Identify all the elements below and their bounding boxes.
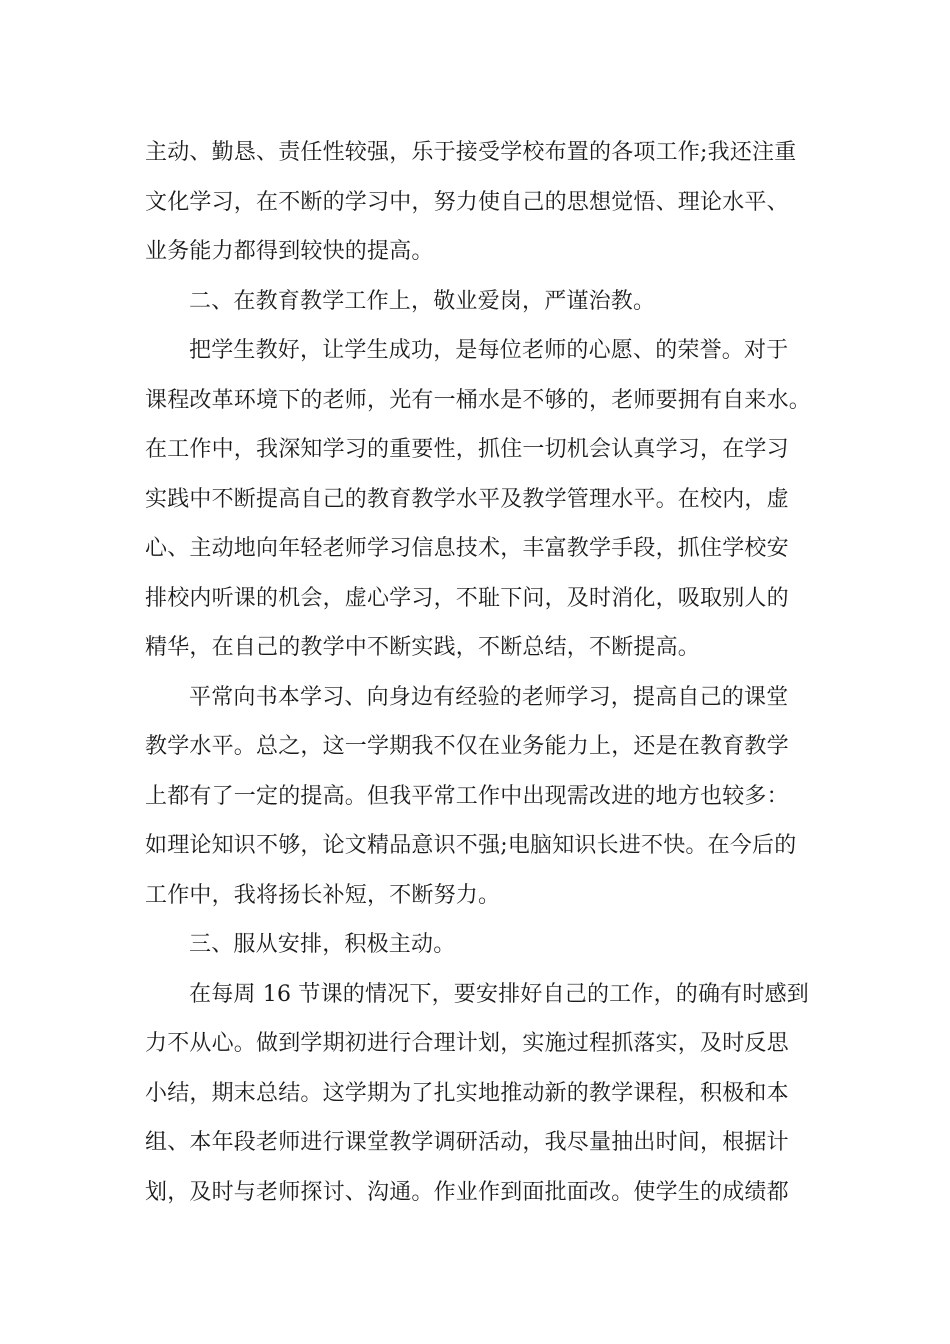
text-line: 课程改革环境下的老师，光有一桶水是不够的，老师要拥有自来水。 <box>145 387 812 413</box>
text-line: 实践中不断提高自己的教育教学水平及教学管理水平。在校内，虚 <box>145 486 789 512</box>
text-line: 主动、勤恳、责任性较强，乐于接受学校布置的各项工作;我还注重 <box>145 140 797 165</box>
text-line: 教学水平。总之，这一学期我不仅在业务能力上，还是在教育教学 <box>145 734 789 759</box>
document-body <box>145 128 810 1217</box>
section-heading: 三、服从安排，积极主动。 <box>189 932 456 957</box>
text-line: 排校内听课的机会，虚心学习，不耻下问，及时消化，吸取别人的 <box>145 585 789 611</box>
text-line: 如理论知识不够，论文精品意识不强;电脑知识长进不快。在今后的 <box>145 833 797 858</box>
text-line: 划，及时与老师探讨、沟通。作业作到面批面改。使学生的成绩都 <box>145 1179 789 1205</box>
text-line: 小结，期末总结。这学期为了扎实地推动新的教学课程，积极和本 <box>145 1080 789 1106</box>
text-line: 心、主动地向年轻老师学习信息技术，丰富教学手段，抓住学校安 <box>145 536 789 561</box>
text-line: 精华，在自己的教学中不断实践，不断总结，不断提高。 <box>145 635 701 660</box>
text-line: 文化学习，在不断的学习中，努力使自己的思想觉悟、理论水平、 <box>145 189 789 215</box>
text-line: 工作中，我将扬长补短，不断努力。 <box>145 882 501 908</box>
text-line: 在工作中，我深知学习的重要性，抓住一切机会认真学习，在学习 <box>145 437 789 462</box>
text-line: 力不从心。做到学期初进行合理计划，实施过程抓落实，及时反思 <box>145 1031 789 1056</box>
text-line: 在每周 16 节课的情况下，要安排好自己的工作，的确有时感到 <box>189 981 809 1007</box>
text-line: 业务能力都得到较快的提高。 <box>145 239 434 264</box>
text-line: 平常向书本学习、向身边有经验的老师学习，提高自己的课堂 <box>189 684 789 710</box>
section-heading: 二、在教育教学工作上，敬业爱岗，严谨治教。 <box>189 288 656 314</box>
text-line: 组、本年段老师进行课堂教学调研活动，我尽量抽出时间，根据计 <box>145 1130 789 1155</box>
text-line: 把学生教好，让学生成功，是每位老师的心愿、的荣誉。对于 <box>189 338 789 363</box>
text-line: 上都有了一定的提高。但我平常工作中出现需改进的地方也较多： <box>145 783 789 809</box>
